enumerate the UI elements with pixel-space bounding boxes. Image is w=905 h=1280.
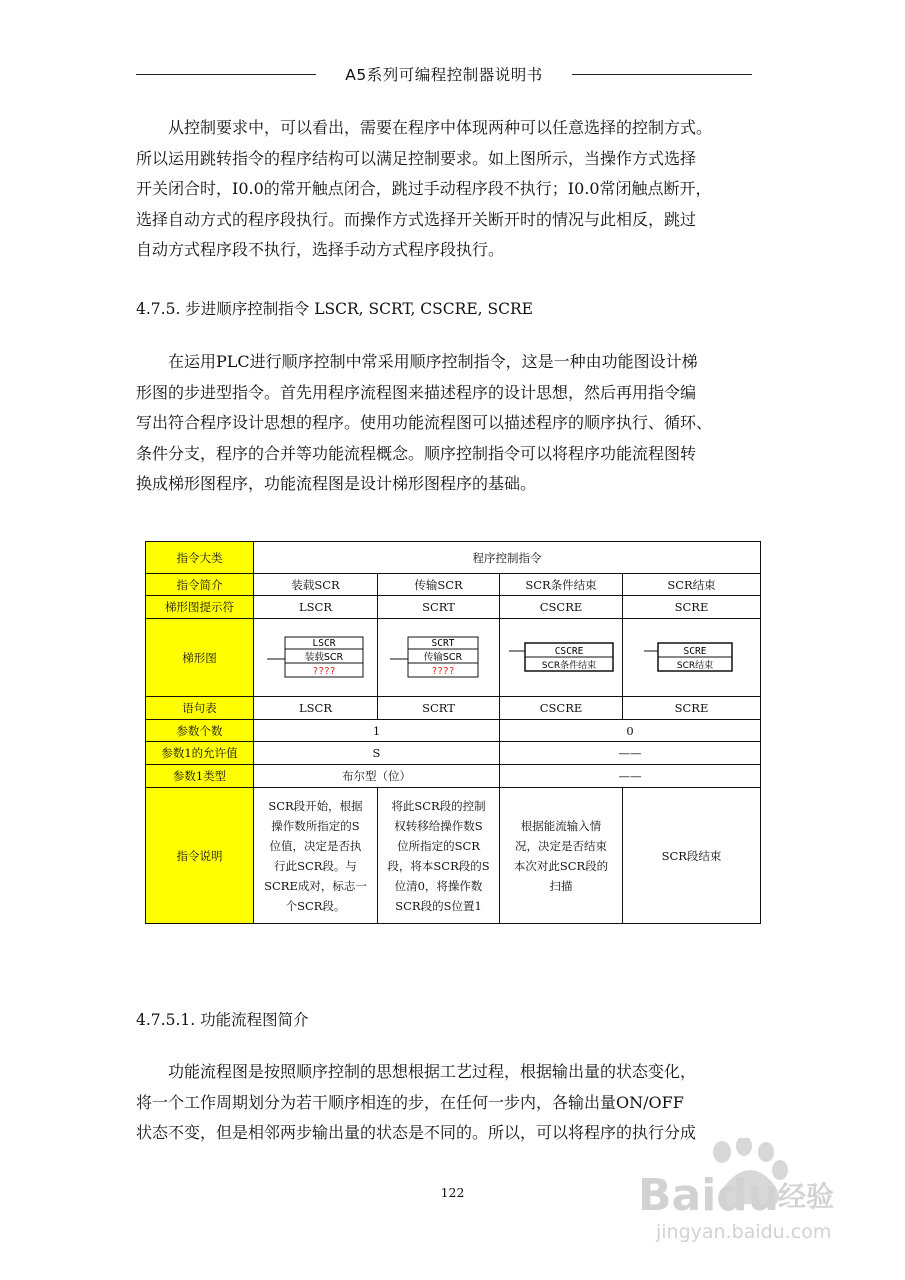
description-line: 根据能流输入情	[520, 818, 602, 833]
paragraph-line: 在运用PLC进行顺序控制中常采用顺序控制指令，这是一种由功能图设计梯	[168, 352, 698, 371]
ladder-label: LSCR	[312, 637, 335, 649]
ladder-label: SCR结束	[676, 660, 713, 671]
ladder-label: SCR条件结束	[541, 660, 597, 671]
row-label-param1-allowed: 参数1的允许值	[146, 742, 254, 765]
brief-cell: SCR条件结束	[500, 574, 623, 596]
paragraph-line: 写出符合程序设计思想的程序。使用功能流程图可以描述程序的顺序执行、循环、	[136, 413, 713, 432]
description-cell-scrt	[378, 788, 500, 924]
watermark-url: jingyan.baidu.com	[656, 1221, 832, 1243]
ladder-operand: ????	[312, 665, 335, 677]
stl-cell: CSCRE	[500, 697, 623, 720]
row-label-param1-type: 参数1类型	[146, 765, 254, 788]
ladder-cell-scre	[623, 619, 761, 697]
description-line: 段，将本SCR段的S	[387, 858, 490, 873]
paragraph-line: 换成梯形图程序，功能流程图是设计梯形图程序的基础。	[136, 474, 537, 493]
paragraph-line: 开关闭合时，I0.0的常开触点闭合，跳过手动程序段不执行；I0.0常闭触点断开，	[136, 179, 712, 198]
header-title: A5系列可编程控制器说明书	[345, 66, 543, 84]
ladder-label: SCRE	[683, 645, 706, 657]
param1-allowed-right: ——	[500, 742, 761, 765]
ladder-cell-scrt	[378, 619, 500, 697]
ladder-label: CSCRE	[554, 645, 584, 657]
table-row	[146, 542, 761, 574]
table-row	[146, 742, 761, 765]
description-line: 位值，决定是否执	[269, 838, 362, 853]
description-line: 扫描	[549, 878, 573, 893]
description-line: 行此SCR段。与	[274, 858, 357, 873]
description-line: 个SCR段。	[285, 898, 346, 913]
paragraph-line: 所以运用跳转指令的程序结构可以满足控制要求。如上图所示，当操作方式选择	[136, 148, 697, 168]
row-label-mnemonic: 梯形图提示符	[146, 596, 254, 619]
paragraph-line: 选择自动方式的程序段执行。而操作方式选择开关断开时的情况与此相反，跳过	[136, 209, 697, 229]
row-label-description: 指令说明	[146, 788, 254, 924]
ladder-operand: ????	[431, 665, 454, 677]
description-cell-scre	[623, 788, 761, 924]
paragraph-sequence-control	[136, 347, 772, 500]
section-heading-4-7-5-1: 4.7.5.1. 功能流程图简介	[136, 1011, 309, 1029]
description-line: SCR段的S位置1	[395, 898, 482, 913]
description-line: 位清0，将操作数	[394, 878, 483, 893]
brief-cell: SCR结束	[623, 574, 761, 596]
ladder-diagram-scre	[636, 635, 748, 681]
ladder-diagram-scrt	[384, 635, 494, 681]
row-label-stl: 语句表	[146, 697, 254, 720]
description-line: SCR段开始，根据	[268, 798, 363, 813]
param1-type-left: 布尔型（位）	[254, 765, 500, 788]
paragraph-line: 功能流程图是按照顺序控制的思想根据工艺过程，根据输出量的状态变化，	[168, 1062, 697, 1081]
paragraph-line: 自动方式程序段不执行，选择手动方式程序段执行。	[136, 240, 505, 259]
description-line: SCR段结束	[661, 848, 722, 863]
row-label-category: 指令大类	[146, 542, 254, 574]
stl-cell: SCRT	[378, 697, 500, 720]
table-row	[146, 574, 761, 596]
stl-cell: SCRE	[623, 697, 761, 720]
mnemonic-cell: LSCR	[254, 596, 378, 619]
ladder-diagram-lscr	[261, 635, 371, 681]
description-line: 本次对此SCR段的	[513, 858, 609, 873]
description-cell-cscre	[500, 788, 623, 924]
paragraph-line: 状态不变，但是相邻两步输出量的状态是不同的。所以，可以将程序的执行分成	[136, 1123, 697, 1142]
watermark-brand-cn: 经验	[778, 1180, 835, 1213]
param-count-left: 1	[254, 720, 500, 742]
table-row	[146, 619, 761, 697]
mnemonic-cell: SCRE	[623, 596, 761, 619]
description-cell-lscr	[254, 788, 378, 924]
stl-cell: LSCR	[254, 697, 378, 720]
row-label-param-count: 参数个数	[146, 720, 254, 742]
table-row	[146, 765, 761, 788]
ladder-diagram-cscre	[505, 635, 617, 681]
ladder-label: SCRT	[431, 637, 454, 649]
instruction-table	[145, 541, 761, 924]
table-row	[146, 788, 761, 924]
category-value: 程序控制指令	[254, 542, 761, 574]
description-line: 况，决定是否结束	[515, 838, 607, 853]
section-heading-4-7-5: 4.7.5. 步进顺序控制指令 LSCR, SCRT, CSCRE, SCRE	[136, 300, 533, 318]
param1-type-right: ——	[500, 765, 761, 788]
ladder-cell-lscr	[254, 619, 378, 697]
paragraph-control-requirement	[136, 113, 772, 266]
brief-cell: 传输SCR	[378, 574, 500, 596]
description-line: 将此SCR段的控制	[391, 798, 486, 813]
description-line: 操作数所指定的S	[271, 818, 360, 833]
paragraph-line: 将一个工作周期划分为若干顺序相连的步，在任何一步内，各输出量ON/OFF	[136, 1092, 684, 1112]
table-row	[146, 697, 761, 720]
header-rule-right	[572, 74, 752, 75]
row-label-ladder: 梯形图	[146, 619, 254, 697]
paragraph-line: 从控制要求中，可以看出，需要在程序中体现两种可以任意选择的控制方式。	[168, 118, 713, 137]
param-count-right: 0	[500, 720, 761, 742]
page-header	[136, 64, 752, 88]
mnemonic-cell: CSCRE	[500, 596, 623, 619]
description-line: 位所指定的SCR	[397, 838, 480, 853]
ladder-label: 传输SCR	[423, 651, 462, 663]
param1-allowed-left: S	[254, 742, 500, 765]
table-row	[146, 720, 761, 742]
page-number: 122	[440, 1185, 465, 1200]
baidu-watermark-logo	[610, 1138, 850, 1248]
description-line: 权转移给操作数S	[394, 818, 483, 833]
watermark-brand: Baidu	[638, 1170, 780, 1221]
header-rule-left	[136, 74, 316, 75]
description-line: SCRE成对，标志一	[264, 878, 367, 893]
paragraph-function-flowchart	[136, 1057, 772, 1149]
mnemonic-cell: SCRT	[378, 596, 500, 619]
ladder-cell-cscre	[500, 619, 623, 697]
paragraph-line: 条件分支，程序的合并等功能流程概念。顺序控制指令可以将程序功能流程图转	[136, 443, 697, 463]
table-row	[146, 596, 761, 619]
row-label-brief: 指令简介	[146, 574, 254, 596]
ladder-label: 装载SCR	[304, 651, 343, 663]
paragraph-line: 形图的步进型指令。首先用程序流程图来描述程序的设计思想，然后再用指令编	[136, 382, 697, 402]
brief-cell: 装载SCR	[254, 574, 378, 596]
